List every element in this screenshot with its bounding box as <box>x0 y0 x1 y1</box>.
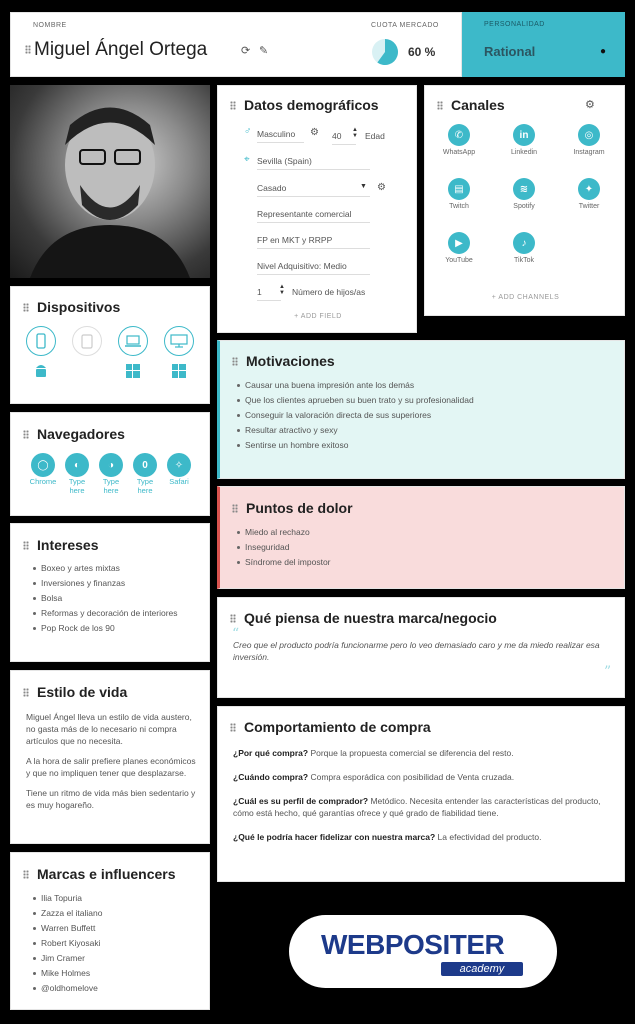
children-label: Número de hijos/as <box>292 287 366 297</box>
channel-twitter[interactable] <box>559 178 619 210</box>
marital-status-select[interactable]: Casado <box>257 180 370 197</box>
interest-item[interactable]: Reformas y decoración de interiores <box>31 606 178 621</box>
stepper-arrows-icon[interactable]: ▲ ▼ <box>279 284 285 296</box>
purchase-question: ¿Por qué compra? <box>233 748 309 758</box>
drag-handle[interactable] <box>232 357 238 366</box>
motivation-item[interactable]: Que los clientes aprueben su buen trato y su profesionalidad <box>235 393 474 408</box>
interest-item[interactable]: Boxeo y artes mixtas <box>31 561 178 576</box>
drag-handle[interactable] <box>23 303 29 312</box>
quote-close-icon: ” <box>604 664 612 680</box>
motivation-item[interactable]: Resultar atractivo y sexy <box>235 423 474 438</box>
channel-instagram[interactable] <box>559 124 619 156</box>
laptop-icon <box>124 335 142 348</box>
twitch-icon: ▤ <box>448 178 470 200</box>
influencers-title-text: Marcas e influencers <box>37 866 176 882</box>
age-input[interactable]: 40 <box>332 128 356 145</box>
tablet-icon <box>81 334 93 349</box>
lifestyle-paragraph[interactable]: Miguel Ángel lleva un estilo de vida austero, no gasta más de lo necesario ni compra artículos que no necesita. <box>26 712 192 746</box>
interest-item[interactable]: Bolsa <box>31 591 178 606</box>
channel-linkedin[interactable] <box>494 124 554 156</box>
interests-card <box>10 523 210 662</box>
devices-card <box>10 286 210 404</box>
channel-label: YouTube <box>445 257 473 264</box>
interest-item[interactable]: Inversiones y finanzas <box>31 576 178 591</box>
drag-handle[interactable] <box>23 870 29 879</box>
lifestyle-title-text: Estilo de vida <box>37 684 128 700</box>
youtube-icon: ▶ <box>448 232 470 254</box>
purchase-row[interactable] <box>233 747 615 759</box>
age-label: Edad <box>365 131 385 141</box>
edit-pencil-icon[interactable]: ✎ <box>259 45 269 57</box>
browser-label[interactable]: Chrome <box>29 477 57 486</box>
stepper-arrows-icon[interactable]: ▲ ▼ <box>352 127 358 139</box>
browser-label[interactable]: Type here <box>102 477 120 495</box>
channels-card <box>424 85 625 316</box>
chevron-down-icon[interactable]: ▼ <box>360 183 367 190</box>
purchase-answer: Compra esporádica con posibilidad de Venta cruzada. <box>308 772 515 782</box>
influencer-item[interactable]: Robert Kiyosaki <box>31 936 102 951</box>
interest-item[interactable]: Pop Rock de los 90 <box>31 621 178 636</box>
market-share-pie-icon <box>371 38 399 66</box>
influencer-item[interactable]: Mike Holmes <box>31 966 102 981</box>
channel-label: Twitch <box>449 203 469 210</box>
lifestyle-card <box>10 670 210 844</box>
interests-title <box>23 537 98 553</box>
add-field-button[interactable]: + ADD FIELD <box>294 313 342 320</box>
channels-title <box>437 97 505 113</box>
pain-points-list <box>235 525 331 570</box>
browser-label[interactable]: Type here <box>136 477 154 495</box>
browser-1[interactable] <box>28 453 58 486</box>
purchase-answer: Metódico. Necesita entender las características del producto, cómo está hecho, qué garantías ofrece y qué grado de fiabilidad tiene. <box>233 796 601 818</box>
purchase-question: ¿Cuál es su perfil de comprador? <box>233 796 369 806</box>
influencer-item[interactable]: Ilia Topuria <box>31 891 102 906</box>
brand-opinion-title-text: Qué piensa de nuestra marca/negocio <box>244 610 497 626</box>
chrome-icon: ◯ <box>31 453 55 477</box>
channel-label: Linkedin <box>510 149 538 156</box>
purchase-row[interactable] <box>233 771 615 783</box>
drag-handle[interactable] <box>230 614 236 623</box>
browser-3[interactable] <box>96 453 126 495</box>
whatsapp-icon: ✆ <box>448 124 470 146</box>
tablet-device-button[interactable] <box>72 326 102 356</box>
linkedin-icon: in <box>513 124 535 146</box>
webpositer-logo <box>289 915 557 988</box>
purchase-question: ¿Cuándo compra? <box>233 772 309 782</box>
demographics-card <box>217 85 417 333</box>
influencer-item[interactable]: Jim Cramer <box>31 951 102 966</box>
lightbulb-icon[interactable]: ● <box>600 46 607 57</box>
firefox-icon: ◐ <box>65 453 89 477</box>
education-field[interactable]: FP en MKT y RRPP <box>257 232 370 249</box>
purchase-question: ¿Qué le podría hacer fidelizar con nuestra marca? <box>233 832 436 842</box>
purchase-answer: Porque la propuesta comercial se diferencia del resto. <box>308 748 514 758</box>
motivations-list <box>235 378 474 453</box>
browser-label[interactable]: Type here <box>68 477 86 495</box>
drag-handle[interactable] <box>23 688 29 697</box>
influencer-item[interactable]: Zazza el italiano <box>31 906 102 921</box>
browser-label[interactable]: Safari <box>169 477 189 486</box>
channel-tiktok[interactable] <box>494 232 554 264</box>
purchase-answer: La efectividad del producto. <box>435 832 542 842</box>
channel-label: Instagram <box>573 149 605 156</box>
drag-handle[interactable] <box>437 101 443 110</box>
motivations-title <box>232 353 335 369</box>
lifestyle-title <box>23 684 127 700</box>
brand-opinion-title <box>230 610 497 626</box>
channel-label: Twitter <box>578 203 600 210</box>
influencers-title <box>23 866 176 882</box>
browsers-title <box>23 426 125 442</box>
devices-title <box>23 299 120 315</box>
gear-icon[interactable]: ⚙ <box>377 182 386 193</box>
pain-points-title-text: Puntos de dolor <box>246 500 353 516</box>
gender-field[interactable]: Masculino <box>257 126 304 143</box>
purchase-behaviour-title-text: Comportamiento de compra <box>244 719 431 735</box>
spotify-icon: ≋ <box>513 178 535 200</box>
browsers-card <box>10 412 210 516</box>
income-field[interactable]: Nivel Adquisitivo: Medio <box>257 258 370 275</box>
twitter-icon: ✦ <box>578 178 600 200</box>
browser-4[interactable] <box>130 453 160 495</box>
pain-point-item[interactable]: Miedo al rechazo <box>235 525 331 540</box>
motivations-title-text: Motivaciones <box>246 353 335 369</box>
personality-label: PERSONALIDAD <box>484 21 545 28</box>
brand-quote[interactable]: Creo que el producto podría funcionarme pero lo veo demasiado caro y me da miedo realizar esa inversión. <box>233 640 600 662</box>
channel-label: TikTok <box>514 257 534 264</box>
pain-points-title <box>232 500 353 516</box>
motivations-card <box>217 340 625 479</box>
motivation-item[interactable]: Sentirse un hombre exitoso <box>235 438 474 453</box>
gear-icon[interactable]: ⚙ <box>585 99 595 111</box>
channel-youtube[interactable] <box>429 232 489 264</box>
windows-icon[interactable] <box>126 364 140 378</box>
opera-icon: 0 <box>133 453 157 477</box>
lifestyle-paragraph[interactable]: Tiene un ritmo de vida más bien sedentario y es muy hogareño. <box>26 788 196 810</box>
drag-handle[interactable] <box>232 504 238 513</box>
brand-opinion-card <box>217 597 625 698</box>
persona-name[interactable]: Miguel Ángel Ortega <box>34 39 208 60</box>
name-label: NOMBRE <box>33 22 67 29</box>
browser-2[interactable] <box>62 453 92 495</box>
refresh-icon[interactable]: ⟳ <box>241 45 251 57</box>
influencer-item[interactable]: Warren Buffett <box>31 921 102 936</box>
edge-icon: ◑ <box>99 453 123 477</box>
persona-photo <box>10 85 210 278</box>
drag-handle[interactable] <box>23 541 29 550</box>
drag-handle[interactable] <box>230 723 236 732</box>
browsers-title-text: Navegadores <box>37 426 125 442</box>
drag-handle[interactable] <box>25 45 31 54</box>
influencer-item[interactable]: @oldhomelove <box>31 981 102 996</box>
interests-title-text: Intereses <box>37 537 99 553</box>
smartphone-device-button[interactable] <box>26 326 56 356</box>
channel-twitch[interactable] <box>429 178 489 210</box>
logo-subtext: academy <box>441 962 523 976</box>
portrait-silhouette <box>10 85 210 278</box>
tiktok-icon: ♪ <box>513 232 535 254</box>
header-card <box>10 12 462 77</box>
smartphone-icon <box>36 333 46 349</box>
location-pin-icon: ⌖ <box>244 154 250 165</box>
market-share-value: 60 % <box>408 45 436 59</box>
influencers-list <box>31 891 102 996</box>
add-channels-button[interactable]: + ADD CHANNELS <box>491 294 560 301</box>
safari-icon: ✧ <box>167 453 191 477</box>
purchase-rows <box>233 747 615 855</box>
motivation-item[interactable]: Causar una buena impresión ante los demás <box>235 378 474 393</box>
lifestyle-text <box>26 711 198 819</box>
personality-panel <box>462 12 625 77</box>
interests-list <box>31 561 178 636</box>
purchase-behaviour-title <box>230 719 431 735</box>
logo-text: WEBPOSITER <box>321 929 505 960</box>
influencers-card <box>10 852 210 1010</box>
desktop-icon <box>170 334 188 348</box>
location-field[interactable]: Sevilla (Spain) <box>257 153 370 170</box>
instagram-icon: ◎ <box>578 124 600 146</box>
channel-label: WhatsApp <box>442 149 476 156</box>
browser-5[interactable] <box>164 453 194 486</box>
children-input[interactable]: 1 <box>257 284 281 301</box>
job-field[interactable]: Representante comercial <box>257 206 370 223</box>
channels-title-text: Canales <box>451 97 505 113</box>
channel-whatsapp[interactable] <box>429 124 489 156</box>
gear-icon[interactable]: ⚙ <box>310 127 319 138</box>
channel-spotify[interactable] <box>494 178 554 210</box>
pain-point-item[interactable]: Síndrome del impostor <box>235 555 331 570</box>
pain-points-card <box>217 486 625 589</box>
demographics-title-text: Datos demográficos <box>244 97 379 113</box>
motivation-item[interactable]: Conseguir la valoración directa de sus superiores <box>235 408 474 423</box>
devices-title-text: Dispositivos <box>37 299 121 315</box>
male-gender-icon: ♂ <box>244 126 252 137</box>
channel-label: Spotify <box>513 203 535 210</box>
purchase-row[interactable] <box>233 795 615 819</box>
demographics-title <box>230 97 379 113</box>
purchase-row[interactable] <box>233 831 615 843</box>
drag-handle[interactable] <box>23 430 29 439</box>
laptop-device-button[interactable] <box>118 326 148 356</box>
windows-icon[interactable] <box>172 364 186 378</box>
desktop-device-button[interactable] <box>164 326 194 356</box>
android-icon[interactable] <box>34 363 48 379</box>
pain-point-item[interactable]: Inseguridad <box>235 540 331 555</box>
purchase-behaviour-card <box>217 706 625 882</box>
drag-handle[interactable] <box>230 101 236 110</box>
lifestyle-paragraph[interactable]: A la hora de salir prefiere planes económicos y que no impliquen tener que desplazarse. <box>26 756 196 778</box>
market-share-label: CUOTA MERCADO <box>371 22 439 29</box>
quote-open-icon: “ <box>232 626 240 642</box>
personality-value[interactable]: Rational <box>484 44 536 59</box>
